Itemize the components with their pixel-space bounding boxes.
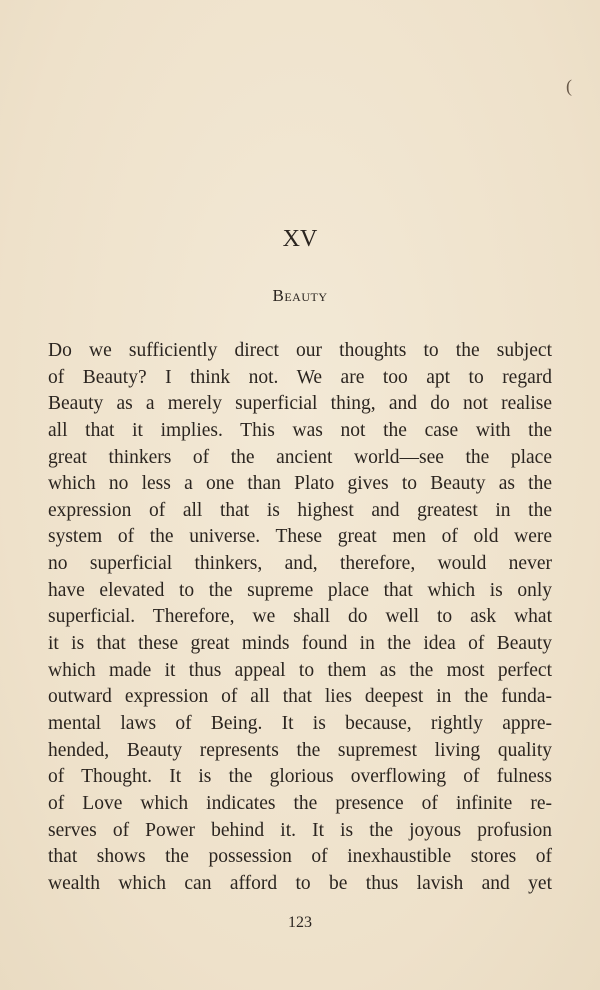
text-line: have elevated to the supreme place that which is only: [48, 579, 552, 601]
page-number: 123: [288, 914, 312, 931]
text-line: it is that these great minds found in the idea of Beauty: [48, 633, 552, 655]
text-line: of Beauty? I think not. We are too apt to regard: [48, 366, 552, 388]
text-line: wealth which can afford to be thus lavish and yet: [48, 872, 552, 894]
text-line: expression of all that is highest and greatest in the: [48, 499, 552, 521]
text-line: mental laws of Being. It is because, rightly appre-: [48, 712, 552, 734]
text-line: which no less a one than Plato gives to Beauty as the: [48, 473, 552, 495]
text-line: system of the universe. These great men of old were: [48, 526, 552, 548]
text-line: which made it thus appeal to them as the most perfect: [48, 659, 552, 681]
text-line: outward expression of all that lies deepest in the funda-: [48, 686, 552, 708]
text-line: superficial. Therefore, we shall do well to ask what: [48, 606, 552, 628]
text-line: Do we sufficiently direct our thoughts to the subject: [48, 340, 552, 361]
text-line: that shows the possession of inexhaustible stores of: [48, 846, 552, 868]
chapter-title: Beauty: [272, 286, 328, 305]
body-text: [48, 338, 552, 897]
text-line: great thinkers of the ancient world—see the place: [48, 446, 552, 468]
text-line: of Thought. It is the glorious overflowing of fulness: [48, 766, 552, 788]
chapter-number: XV: [282, 226, 318, 252]
text-line: Beauty as a merely superficial thing, and do not realise: [48, 393, 552, 415]
text-line: hended, Beauty represents the supremest living quality: [48, 739, 552, 761]
text-line: no superficial thinkers, and, therefore, would never: [48, 553, 552, 575]
margin-mark: (: [566, 76, 572, 96]
text-line: of Love which indicates the presence of infinite re-: [48, 792, 552, 814]
text-line: all that it implies. This was not the case with the: [48, 419, 552, 441]
text-line: serves of Power behind it. It is the joyous profusion: [48, 819, 552, 841]
